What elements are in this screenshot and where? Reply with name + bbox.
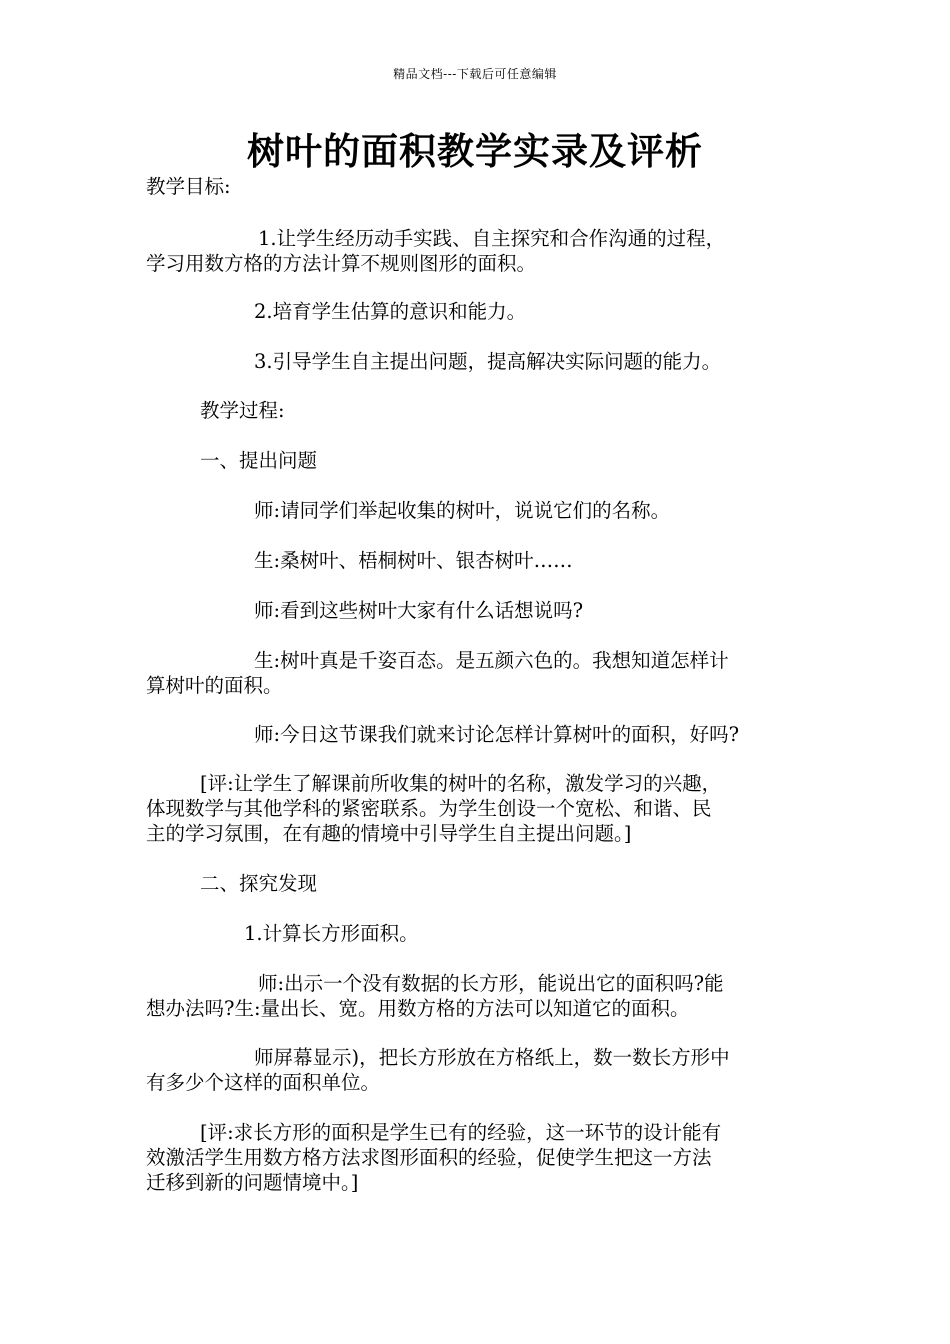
- text-line: 学习用数方格的方法计算不规则图形的面积。: [146, 252, 537, 275]
- paragraph-section-2-heading: [146, 871, 826, 896]
- paragraph-objectives-heading: [146, 174, 826, 199]
- text-line: 想办法吗?生:量出长、宽。用数方格的方法可以知道它的面积。: [146, 997, 690, 1020]
- paragraph-dialogue: [146, 648, 826, 698]
- text-line: 教学过程:: [200, 399, 285, 422]
- paragraph-process-heading: [146, 398, 826, 423]
- text-line: 3.引导学生自主提出问题，提高解决实际问题的能力。: [254, 350, 722, 373]
- paragraph-dialogue: [146, 548, 826, 573]
- text-line: 2.培育学生估算的意识和能力。: [254, 300, 527, 323]
- text-line: 教学目标:: [146, 175, 231, 198]
- document-title: 树叶的面积教学实录及评析: [247, 129, 703, 173]
- text-line: 二、探究发现: [200, 872, 318, 895]
- paragraph-objective-3: [146, 349, 826, 374]
- text-line: 师:请同学们举起收集的树叶，说说它们的名称。: [254, 499, 671, 522]
- text-line: 迁移到新的问题情境中。]: [146, 1171, 359, 1194]
- paragraph-objective-1: [146, 226, 826, 276]
- text-line: 师:今日这节课我们就来讨论怎样计算树叶的面积，好吗?: [254, 723, 740, 746]
- paragraph-subheading: [146, 921, 826, 946]
- text-line: 有多少个这样的面积单位。: [146, 1071, 381, 1094]
- text-line: 1.让学生经历动手实践、自主探究和合作沟通的过程，: [258, 227, 726, 250]
- paragraph-dialogue: [146, 971, 826, 1021]
- text-line: [评:求长方形的面积是学生已有的经验，这一环节的设计能有: [200, 1121, 722, 1144]
- paragraph-objective-2: [146, 299, 826, 324]
- text-line: 主的学习氛围，在有趣的情境中引导学生自主提出问题。]: [146, 822, 632, 845]
- paragraph-commentary: [146, 771, 826, 846]
- text-line: [评:让学生了解课前所收集的树叶的名称，激发学习的兴趣，: [200, 772, 722, 795]
- paragraph-commentary: [146, 1120, 826, 1195]
- paragraph-dialogue: [146, 498, 826, 523]
- paragraph-dialogue: [146, 598, 826, 623]
- page-header: 精品文档---下载后可任意编辑: [393, 67, 557, 81]
- text-line: 师:看到这些树叶大家有什么话想说吗?: [254, 599, 584, 622]
- paragraph-dialogue: [146, 722, 826, 747]
- text-line: 生:树叶真是千姿百态。是五颜六色的。我想知道怎样计: [254, 649, 729, 672]
- text-line: 一、提出问题: [200, 449, 318, 472]
- paragraph-dialogue: [146, 1045, 826, 1095]
- paragraph-section-1-heading: [146, 448, 826, 473]
- text-line: 体现数学与其他学科的紧密联系。为学生创设一个宽松、和谐、民: [146, 797, 712, 820]
- text-line: 师屏幕显示)，把长方形放在方格纸上，数一数长方形中: [254, 1046, 730, 1069]
- text-line: 1.计算长方形面积。: [244, 922, 419, 945]
- text-line: 师:出示一个没有数据的长方形，能说出它的面积吗?能: [258, 972, 724, 995]
- text-line: 生:桑树叶、梧桐树叶、银杏树叶……: [254, 549, 573, 572]
- text-line: 算树叶的面积。: [146, 674, 283, 697]
- text-line: 效激活学生用数方格方法求图形面积的经验，促使学生把这一方法: [146, 1146, 712, 1169]
